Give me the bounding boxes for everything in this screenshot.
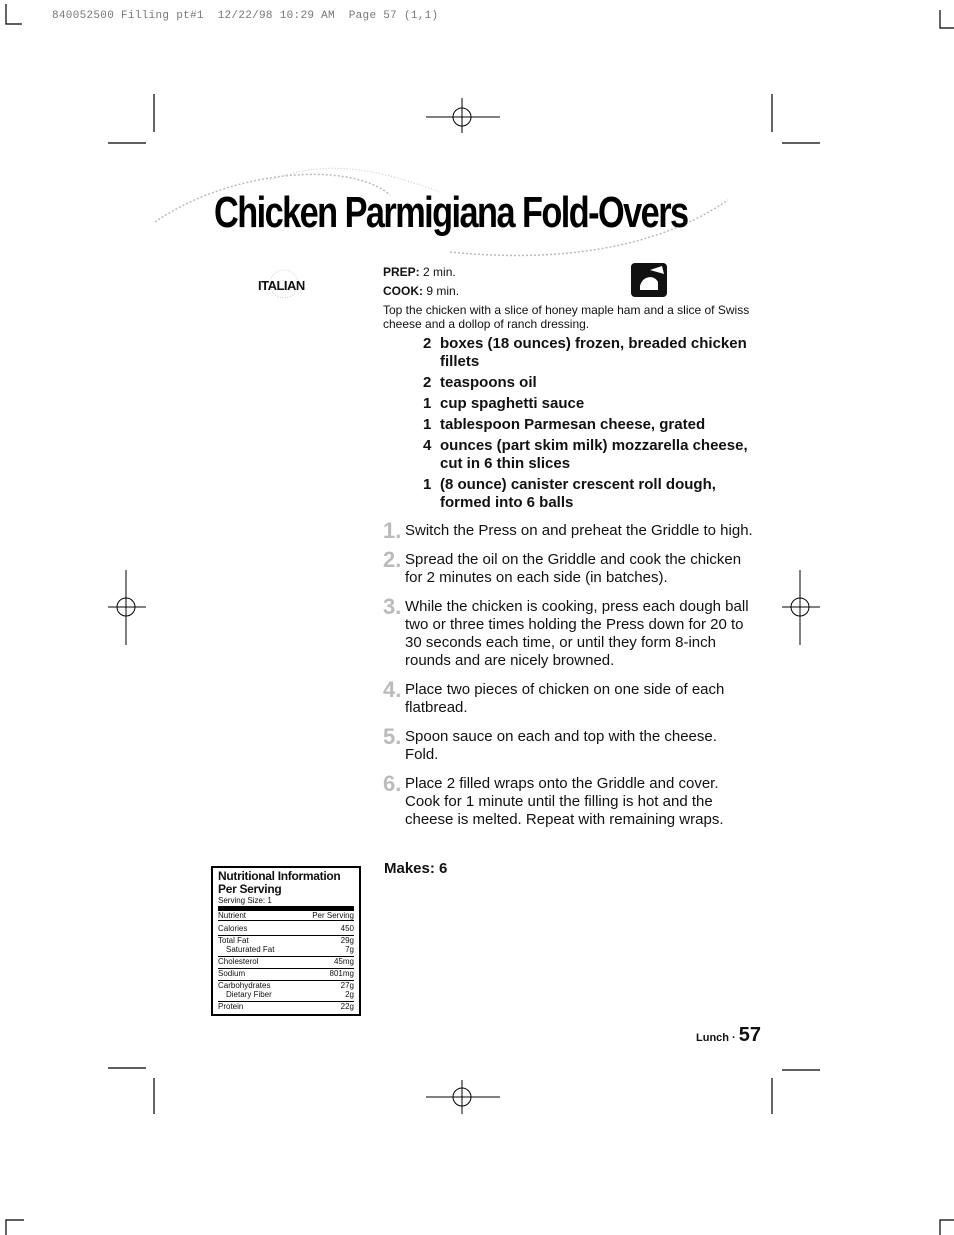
nutrient-row-calories	[218, 924, 354, 933]
nutrient-label: Protein	[218, 1002, 244, 1011]
ingredient-qty: 1	[423, 416, 432, 433]
step-number: 4.	[383, 677, 402, 702]
ingredient-text: (8 ounce) canister crescent roll dough, formed into 6 balls	[440, 476, 716, 511]
nutrient-row-total-fat	[218, 935, 354, 945]
step-text: Spoon sauce on each and top with the cheese. Fold.	[405, 728, 717, 763]
serving-suggestion: Top the chicken with a slice of honey maple ham and a slice of Swiss cheese and a dollop of ranch dressing.	[383, 303, 750, 331]
ingredient-item	[423, 395, 753, 413]
ingredient-text: teaspoons oil	[440, 374, 537, 391]
nutrient-value: 2g	[345, 990, 354, 999]
ingredient-qty: 2	[423, 335, 432, 352]
nutrient-label: Total Fat	[218, 936, 249, 945]
nutrient-row-dietary-fiber	[218, 990, 354, 999]
recipe-title: Chicken Parmigiana Fold-Overs	[214, 188, 688, 237]
nutrient-row-sodium	[218, 968, 354, 978]
nutrient-value: 450	[340, 924, 354, 933]
step-number: 6.	[383, 771, 402, 796]
step-text: Spread the oil on the Griddle and cook the chicken for 2 minutes on each side (in batches).	[405, 551, 742, 586]
nutrition-column-header	[218, 911, 354, 921]
cook-label: COOK:	[383, 284, 423, 298]
nutrition-panel	[211, 866, 361, 1016]
page-footer	[696, 1024, 761, 1047]
nutrient-row-cholesterol	[218, 956, 354, 966]
nutrient-label: Cholesterol	[218, 957, 259, 966]
page-number: 57	[738, 1024, 762, 1046]
ingredient-item	[423, 335, 753, 371]
step-item	[383, 771, 753, 829]
prep-time	[383, 265, 456, 279]
instruction-steps	[383, 518, 753, 840]
nutrient-label: Carbohydrates	[218, 981, 271, 990]
step-number: 5.	[383, 724, 402, 749]
makes-yield: Makes: 6	[384, 860, 448, 877]
ingredient-item	[423, 374, 753, 392]
prep-value: 2 min.	[423, 265, 456, 279]
ingredient-qty: 2	[423, 374, 432, 391]
category-label: ITALIAN	[258, 278, 305, 293]
ingredient-qty: 4	[423, 437, 432, 454]
cook-value: 9 min.	[426, 284, 460, 298]
ingredient-text: boxes (18 ounces) frozen, breaded chicken fillets	[440, 335, 747, 370]
step-item	[383, 518, 753, 543]
ingredient-item	[423, 437, 753, 473]
ingredient-text: ounces (part skim milk) mozzarella cheese, cut in 6 thin slices	[440, 437, 748, 472]
step-item	[383, 677, 753, 717]
ingredient-item	[423, 476, 753, 512]
step-item	[383, 594, 753, 670]
nutrient-label: Dietary Fiber	[226, 990, 272, 999]
ingredient-text: tablespoon Parmesan cheese, grated	[440, 416, 706, 433]
nutrition-title-line2: Per Serving	[218, 882, 282, 896]
footer-section: Lunch	[696, 1032, 729, 1044]
nutrient-value: 7g	[345, 945, 354, 954]
cook-time	[383, 284, 459, 298]
ingredient-text: cup spaghetti sauce	[440, 395, 585, 412]
step-item	[383, 547, 753, 587]
print-header: 840052500 Filling pt#1 12/22/98 10:29 AM Page 57 (1,1)	[52, 10, 439, 22]
step-text: Switch the Press on and preheat the Griddle to high.	[405, 522, 753, 539]
press-appliance-icon	[630, 262, 668, 298]
prep-label: PREP:	[383, 265, 420, 279]
step-number: 3.	[383, 594, 402, 619]
step-text: Place two pieces of chicken on one side of each flatbread.	[405, 681, 725, 716]
nutrient-row-protein	[218, 1001, 354, 1011]
nutrient-label: Sodium	[218, 969, 246, 978]
ingredient-list	[423, 335, 753, 515]
nutrition-title-line1: Nutritional Information	[218, 869, 341, 883]
nutrient-value: 27g	[340, 981, 354, 990]
step-number: 2.	[383, 547, 402, 572]
nutrient-label: Saturated Fat	[226, 945, 275, 954]
serving-size: Serving Size: 1	[218, 896, 354, 911]
ingredient-item	[423, 416, 753, 434]
nutrient-row-carbohydrates	[218, 980, 354, 990]
nutrient-value: 29g	[340, 936, 354, 945]
nutrient-row-saturated-fat	[218, 945, 354, 954]
ingredient-qty: 1	[423, 395, 432, 412]
nutrient-value: 801mg	[329, 969, 354, 978]
step-item	[383, 724, 753, 764]
footer-dot: ·	[729, 1032, 739, 1044]
nutrient-label: Calories	[218, 924, 248, 933]
col-nutrient: Nutrient	[218, 911, 247, 920]
nutrient-value: 45mg	[333, 957, 354, 966]
step-number: 1.	[383, 518, 402, 543]
nutrient-value: 22g	[340, 1002, 354, 1011]
step-text: While the chicken is cooking, press each dough ball two or three times holding the Press down for 20 to 30 seconds each time, or until they form 8-inch rounds and are nicely browned.	[405, 598, 749, 669]
ingredient-qty: 1	[423, 476, 432, 493]
col-per-serving: Per Serving	[312, 911, 354, 920]
step-text: Place 2 filled wraps onto the Griddle and cover. Cook for 1 minute until the filling is hot and the cheese is melted. Repeat with remaining wraps.	[405, 775, 724, 828]
